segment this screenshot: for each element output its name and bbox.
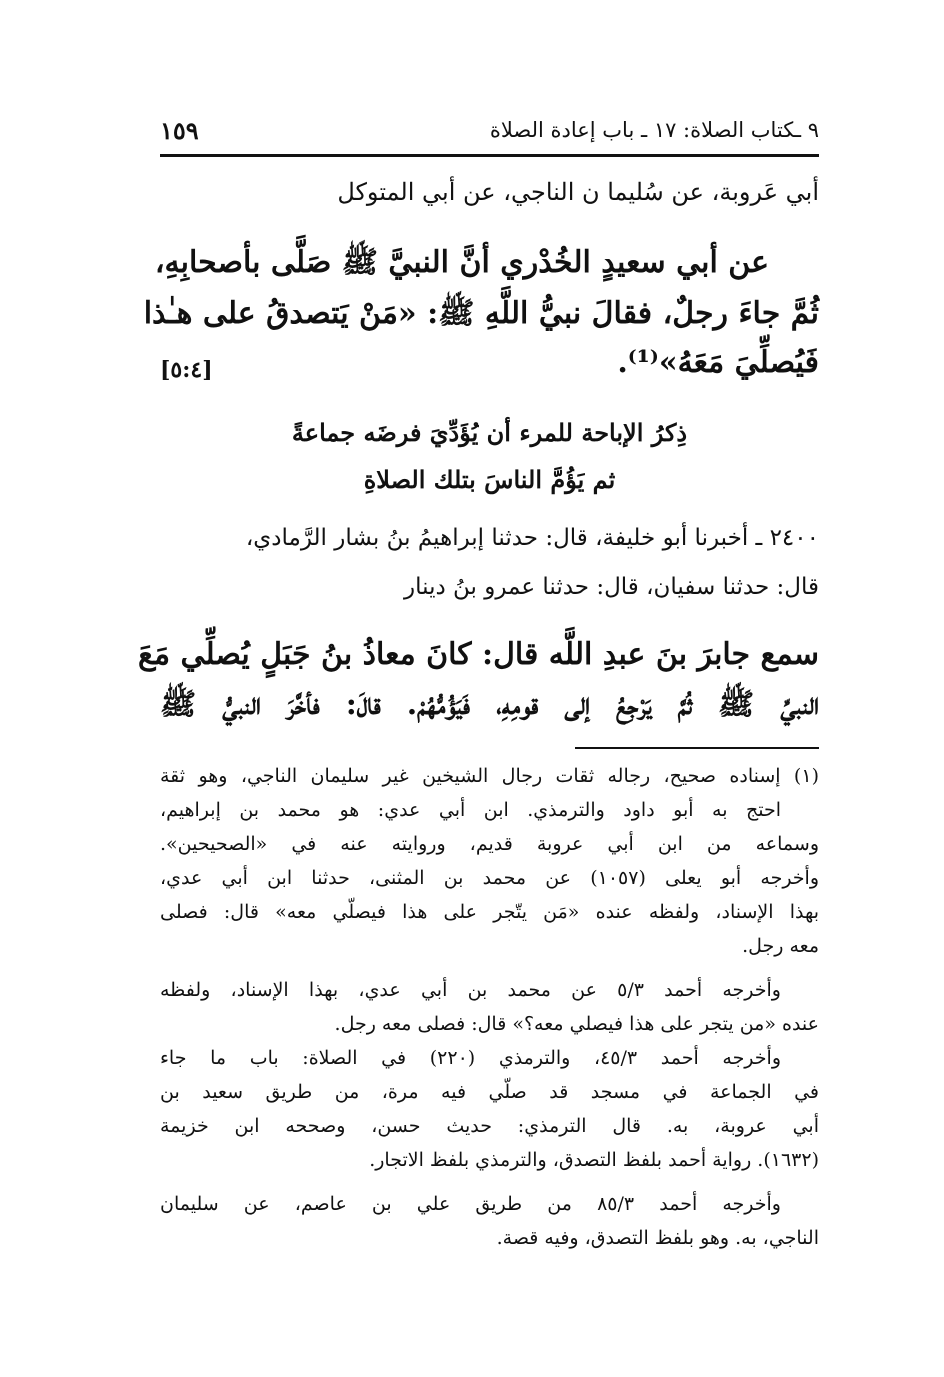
footnote-line: وسماعه من ابن أبي عروبة قديم، وروايته عنه في «الصحيحين». — [160, 833, 819, 855]
footnote-line: في الجماعة في مسجد قد صلّي فيه مرة، من طريق سعيد بن — [160, 1081, 819, 1103]
chapter-heading: ذِكرُ الإباحة للمرء أن يُؤَدِّيَ فرضَه جماعةً — [291, 418, 688, 447]
matn-line: النبيِّ ﷺ ثُمَّ يَرْجِعُ إلى قومِهِ، فَيَؤُمُّهُمْ. قالَ: فأخَّرَ النبيُّ ﷺ — [160, 687, 819, 722]
footnote-rule — [575, 747, 819, 749]
matn-line: سمع جابرَ بنَ عبدِ اللَّه قال: كانَ معاذُ بنُ جَبَلٍ يُصلِّي مَعَ — [138, 637, 819, 672]
footnote-line: وأخرجه أحمد ٨٥/٣ من طريق علي بن عاصم، عن سليمان — [160, 1193, 781, 1215]
hadith-intro-line: قال: حدثنا سفيان، قال: حدثنا عمرو بنُ دينار — [404, 574, 819, 600]
matn-line: عن أبي سعيدٍ الخُدْري أنَّ النبيَّ ﷺ صَلَّى بأصحابِهِ، — [154, 245, 769, 280]
footnote-line: وأخرجه أحمد ٥/٣ عن محمد بن أبي عدي، بهذا الإسناد، ولفظه — [160, 979, 781, 1001]
hadith-intro-line: ٢٤٠٠ ـ أخبرنا أبو خليفة، قال: حدثنا إبراهيمُ بنُ بشار الرَّمادي، — [245, 525, 819, 551]
footnote-line: بهذا الإسناد، ولفظه عنده «مَن يتّجر على هذا فيصلّي معه» قال: فصلى — [160, 901, 819, 923]
footnote-line: (١) إسناده صحيح، رجاله ثقات رجال الشيخين غير سليمان الناجي، وهو ثقة — [160, 765, 819, 787]
header-rule — [160, 154, 819, 157]
matn-line: ثُمَّ جاءَ رجلٌ، فقالَ نبيُّ اللَّهِ ﷺ: «مَنْ يَتصدقُ على هـٰذا — [143, 296, 819, 331]
footnote-line: أبي عروبة، به. قال الترمذي: حديث حسن، وصححه ابن خزيمة — [160, 1115, 819, 1137]
footnote-line: (١٦٣٢). رواية أحمد بلفظ التصدق، والترمذي بلفظ الاتجار. — [369, 1149, 819, 1171]
page-number: ١٥٩ — [160, 116, 199, 145]
footnote-line: الناجي، به. وهو بلفظ التصدق، وفيه قصة. — [496, 1227, 819, 1249]
footnote-line: عنده «من يتجر على هذا فيصلي معه؟» قال: فصلى معه رجل. — [334, 1013, 819, 1035]
running-title: ٩ ـكتاب الصلاة: ١٧ ـ باب إعادة الصلاة — [489, 118, 819, 142]
isnad-continued: أبي عَروبة، عن سُليما ن الناجي، عن أبي المتوكل — [337, 178, 819, 206]
footnote-line: معه رجل. — [742, 935, 819, 957]
footnote-line: احتج به أبو داود والترمذي. ابن أبي عدي: هو محمد بن إبراهيم، — [160, 799, 781, 821]
footnote-line: وأخرجه أبو يعلى (١٠٥٧) عن محمد بن المثنى، حدثنا ابن أبي عدي، — [160, 867, 820, 889]
matn-line: فَيُصلِّيَ مَعَهُ»⁽¹⁾. — [617, 345, 819, 380]
chapter-heading: ثم يَؤُمَّ الناسَ بتلك الصلاةِ — [363, 465, 616, 494]
page-header — [160, 112, 819, 148]
footnote-line: وأخرجه أحمد ٤٥/٣، والترمذي (٢٢٠) في الصلاة: باب ما جاء — [160, 1047, 781, 1069]
hadith-reference: [٥:٤] — [160, 357, 213, 383]
